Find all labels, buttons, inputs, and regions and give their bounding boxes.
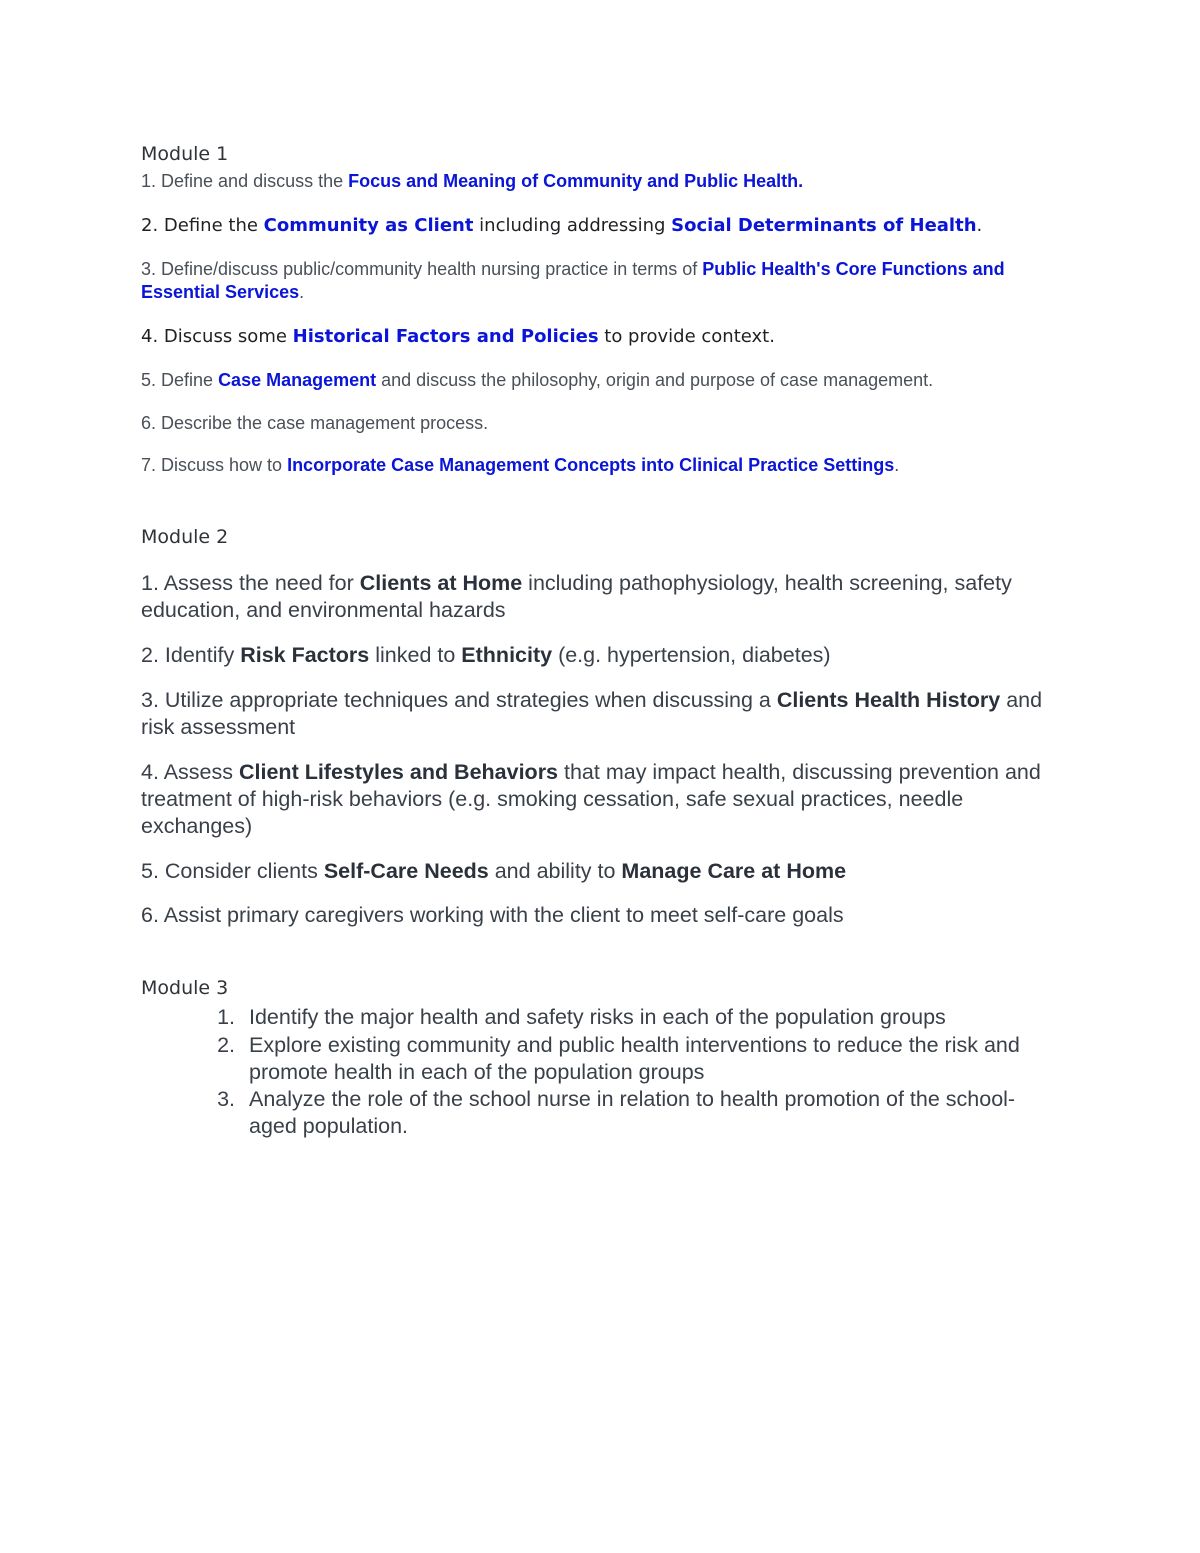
module-1-item-4: 4. Discuss some Historical Factors and Policies to provide context. [141,326,775,347]
list-number: 1. [217,1005,235,1029]
module-2-item-3: 3. Utilize appropriate techniques and strategies when discussing a Clients Health History and risk assessment [141,688,1043,739]
module-2-item-2: 2. Identify Risk Factors linked to Ethnicity (e.g. hypertension, diabetes) [141,643,831,667]
module-1-item-3: 3. Define/discuss public/community health nursing practice in terms of Public Health's Core Functions and Essential Services. [141,259,1005,302]
module-2-title: Module 2 [141,526,229,548]
list-text: Analyze the role of the school nurse in relation to health promotion of the school-aged population. [249,1087,1016,1138]
module-1-item-2: 2. Define the Community as Client including addressing Social Determinants of Health. [141,215,983,236]
module-2-item-5: 5. Consider clients Self-Care Needs and ability to Manage Care at Home [141,859,847,883]
module-2-item-4: 4. Assess Client Lifestyles and Behaviors that may impact health, discussing prevention and treatment of high-risk behaviors (e.g. smoking cessation, safe sexual practices, needle exchanges) [141,760,1041,838]
module-1-item-1: 1. Define and discuss the Focus and Meaning of Community and Public Health. [141,171,804,191]
module-1-item-7: 7. Discuss how to Incorporate Case Management Concepts into Clinical Practice Settings. [141,455,900,475]
module-1-title: Module 1 [141,143,229,165]
module-2-item-6: 6. Assist primary caregivers working with the client to meet self-care goals [141,903,844,927]
module-1-item-5: 5. Define Case Management and discuss the philosophy, origin and purpose of case management. [141,370,934,390]
list-text: Explore existing community and public health interventions to reduce the risk and promote health in each of the population groups [249,1033,1020,1084]
list-number: 2. [217,1033,235,1057]
module-3-title: Module 3 [141,977,229,999]
list-number: 3. [217,1087,235,1111]
list-text: Identify the major health and safety risks in each of the population groups [249,1005,946,1029]
module-1-item-6: 6. Describe the case management process. [141,413,489,433]
module-2-item-1: 1. Assess the need for Clients at Home including pathophysiology, health screening, safety education, and environmental hazards [141,571,1012,622]
